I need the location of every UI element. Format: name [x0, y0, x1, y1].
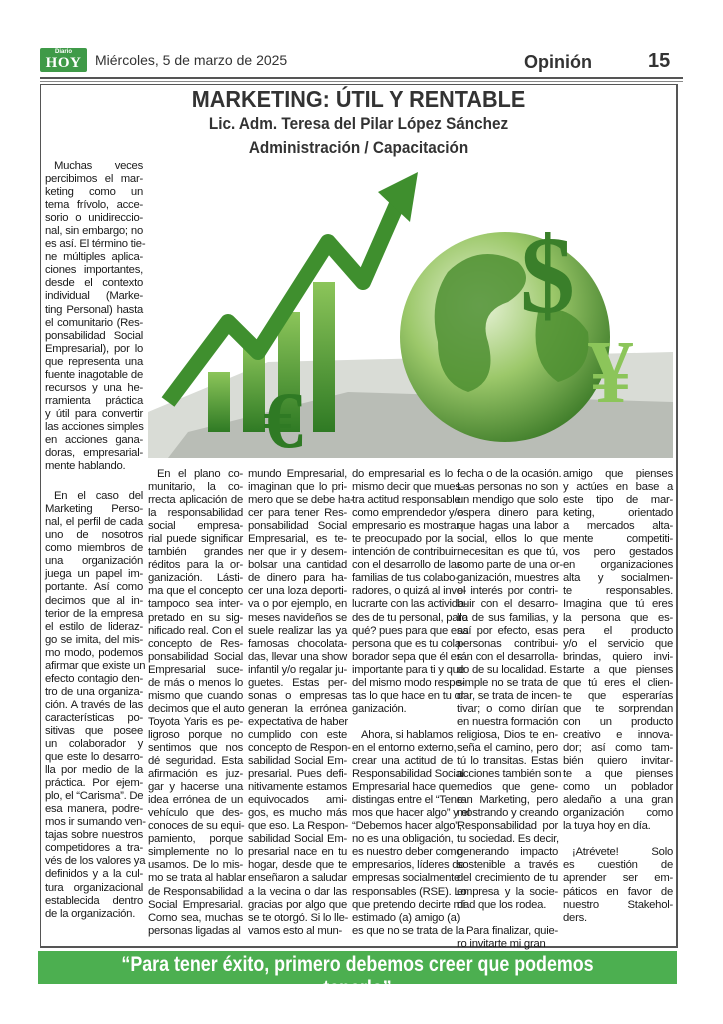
text-line: mos que hacer algo” y el: [352, 807, 470, 820]
text-line: ders.: [563, 911, 587, 924]
text-line: conoces de su equi-: [148, 820, 245, 833]
text-line: del crecimiento de tu: [457, 872, 558, 885]
text-line: usamos. De lo mis-: [148, 859, 243, 872]
text-line: pera el producto: [563, 624, 673, 637]
text-line: va o por ejemplo, en: [248, 598, 347, 611]
text-line: personas ligadas al: [148, 924, 241, 937]
text-line: expectativa de haber: [248, 715, 348, 728]
text-line: generan la errónea: [248, 702, 347, 715]
text-line: enseñaron a saludar: [248, 872, 347, 885]
text-line: sentimos que nos: [148, 741, 243, 754]
paragraph: [352, 468, 469, 716]
issue-date: Miércoles, 5 de marzo de 2025: [95, 52, 288, 68]
text-line: guetes. Estas per-: [248, 676, 347, 689]
text-line: ganización. Lásti-: [148, 572, 243, 585]
text-line: necesitan es que tú,: [457, 546, 558, 559]
text-line: te a que pienses: [563, 768, 673, 781]
text-line: que tú eres el clien-: [563, 676, 673, 689]
text-line: pamiento, porque: [148, 833, 243, 846]
text-line: con un producto: [563, 715, 673, 728]
text-line: seña el camino, pero: [457, 741, 558, 754]
paragraph: [148, 468, 246, 938]
text-line: sitivas que posee: [45, 724, 143, 737]
footer-quote: “Para tener éxito, primero debemos creer que podemos tenerlo”: [121, 953, 594, 1000]
article-author: Lic. Adm. Teresa del Pilar López Sánchez: [208, 114, 509, 133]
text-line: un colaborador y: [45, 738, 143, 751]
text-line: Toyota Yaris es pe-: [148, 715, 243, 728]
text-line: ponsabilidad Social: [45, 329, 143, 342]
text-line: una organización: [45, 555, 143, 568]
text-line: mismo que cuando: [148, 689, 243, 702]
text-line: en el entorno externo,: [352, 741, 457, 754]
text-line: mismo decir que mues-: [352, 481, 465, 494]
text-line: uno de nosotros: [45, 529, 143, 542]
text-line: la persona que es-: [563, 611, 673, 624]
text-line: do de su localidad. Es: [457, 663, 563, 676]
paragraph-gap: [563, 833, 673, 846]
text-line: medios que gene-: [457, 781, 558, 794]
text-line: sonas o empresas: [248, 689, 347, 702]
text-line: esa manera, podre-: [45, 803, 143, 816]
text-line: empresas socialmente: [352, 872, 461, 885]
text-line: como un poblador: [563, 781, 673, 794]
text-line: el comunitario (Res-: [45, 316, 143, 329]
text-line: te preocupado por la: [352, 533, 453, 546]
text-line: el interés por contri-: [457, 585, 558, 598]
text-line: que hagas una labor: [457, 520, 558, 533]
text-line: ro invitarte mi gran: [457, 937, 546, 950]
text-line: simple no se trata de: [457, 676, 558, 689]
paragraph: [563, 468, 673, 833]
text-line: Imagina que tú eres: [563, 598, 673, 611]
text-line: ganización, muestres: [457, 572, 559, 585]
text-line: que este lo desarro-: [45, 751, 143, 764]
text-line: de la organización.: [45, 907, 136, 920]
text-line: nitivamente estamos: [248, 781, 347, 794]
text-line: presarial nace en tu: [248, 846, 347, 859]
text-line: bolsar una cantidad: [248, 559, 347, 572]
dollar-symbol: $: [520, 214, 575, 336]
text-line: rrecta aplicación de: [148, 494, 243, 507]
paragraph: [563, 846, 673, 924]
text-line: juega un papel im-: [45, 568, 143, 581]
text-line: ponsabilidad Social: [148, 650, 243, 663]
text-line: terior de la empresa: [45, 607, 143, 620]
text-line: mos ir sumando ven-: [45, 816, 146, 829]
text-line: organización como: [563, 807, 673, 820]
text-line: mo se trata al hablar: [148, 872, 246, 885]
text-line: un mendigo que solo: [457, 494, 558, 507]
text-line: ¡Atrévete! Solo: [572, 846, 673, 859]
paragraph: [45, 490, 146, 921]
text-line: responsables (RSE). Lo: [352, 885, 467, 898]
text-line: mostrando y creando: [457, 807, 559, 820]
text-line: ne múltiples aplica-: [45, 251, 143, 264]
text-line: simplemente no lo: [148, 846, 243, 859]
text-line: gos, es mucho más: [248, 807, 347, 820]
text-line: Las personas no son: [457, 481, 558, 494]
text-line: rial puede significar: [148, 533, 243, 546]
text-line: en acciones gana-: [45, 433, 143, 446]
article-column: [45, 160, 146, 921]
text-line: empresa y la socie-: [457, 885, 558, 898]
text-line: páticos en favor de: [563, 885, 673, 898]
text-line: ner que ir y desem-: [248, 546, 347, 559]
text-line: aprender ser em-: [563, 872, 673, 885]
text-line: y actúes en base a: [563, 481, 673, 494]
text-line: es cuestión de: [563, 859, 673, 872]
text-line: del mismo modo respe-: [352, 676, 465, 689]
text-line: este tipo de mar-: [563, 494, 673, 507]
text-line: nificado real. Con el: [148, 624, 243, 637]
text-line: establecida dentro: [45, 894, 143, 907]
text-line: rramienta práctica: [45, 394, 143, 407]
text-line: amigo que pienses: [563, 468, 673, 480]
text-line: y/o el servicio que: [563, 637, 673, 650]
text-line: intención de contribuir: [352, 546, 457, 559]
text-line: no es una obligación,: [352, 833, 454, 846]
text-line: social empresa-: [148, 520, 243, 533]
text-line: individual (Marke-: [45, 290, 143, 303]
text-line: ciones importantes,: [45, 264, 143, 277]
logo-small-text: Diario: [54, 49, 72, 55]
text-line: mero que se debe ha-: [248, 494, 354, 507]
text-line: competidores a tra-: [45, 842, 143, 855]
text-line: lucrarte con las activida-: [352, 598, 468, 611]
text-line: portante. Así como: [45, 581, 143, 594]
text-line: nuestro Stakehol-: [563, 898, 673, 911]
text-line: creativo e innova-: [563, 728, 673, 741]
header-rule-thin: [40, 81, 683, 82]
text-line: ma que el concepto: [148, 585, 243, 598]
text-line: sorio o unidireccio-: [45, 212, 143, 225]
text-line: espera dinero para: [457, 507, 558, 520]
text-line: sabilidad Social Em-: [248, 755, 347, 768]
text-line: te que esperarías: [563, 689, 673, 702]
text-line: de Responsabilidad: [148, 885, 243, 898]
text-line: mente competiti-: [563, 533, 673, 546]
text-line: “Debemos hacer algo”,: [352, 820, 462, 833]
text-line: ponsabilidad Social: [248, 520, 347, 533]
paragraph-gap: [352, 716, 453, 729]
paragraph: [457, 468, 563, 912]
text-line: cer para tener Res-: [248, 507, 347, 520]
text-line: tra actitud responsable: [352, 494, 461, 507]
text-line: persona que es tu cola-: [352, 637, 465, 650]
text-line: hogar, desde que te: [248, 859, 347, 872]
text-line: afirmación es juz-: [148, 768, 243, 781]
text-line: a la vecina o dar las: [248, 885, 347, 898]
text-line: efecto contagio den-: [45, 672, 143, 685]
text-line: radores, o quizá al invo-: [352, 585, 467, 598]
text-line: que te sorprendan: [563, 702, 673, 715]
text-line: distingas entre el “Tene-: [352, 794, 467, 807]
text-line: en organizaciones: [563, 559, 673, 572]
text-line: suele realizar las ya: [248, 624, 347, 637]
article-column: [148, 468, 246, 938]
text-line: en nuestra formación: [457, 715, 559, 728]
text-line: gar y hacerse una: [148, 781, 243, 794]
text-line: Empresarial, es te-: [248, 533, 347, 546]
text-line: tema frívolo, acce-: [45, 199, 143, 212]
text-line: sostenible a través: [457, 859, 558, 872]
text-line: la tuya hoy en día.: [563, 820, 651, 833]
text-line: plo, el “Carisma”. De: [45, 790, 144, 803]
article-column: [248, 468, 354, 938]
text-line: percibimos el mar-: [45, 173, 143, 186]
text-line: aledaño a una gran: [563, 794, 673, 807]
text-line: En el caso del: [54, 490, 143, 503]
paragraph: [45, 160, 146, 473]
header-rule: [40, 77, 683, 79]
text-line: empresarios, líderes de: [352, 859, 465, 872]
text-line: acciones también son: [457, 768, 562, 781]
text-line: decimos que el auto: [148, 702, 245, 715]
text-line: das, llevar una show: [248, 650, 347, 663]
text-line: como parte de una or-: [457, 559, 563, 572]
text-line: ran Marketing, pero: [457, 794, 558, 807]
text-line: como miembros de: [45, 542, 143, 555]
text-line: En el plano co-: [157, 468, 243, 480]
text-line: bién quiero invitar-: [563, 755, 673, 768]
text-line: do empresarial es lo: [352, 468, 453, 480]
text-line: ting Personal) hasta: [45, 303, 143, 316]
text-line: importante para ti y que: [352, 663, 465, 676]
text-line: vés de los valores ya: [45, 855, 146, 868]
text-line: recursos y una he-: [45, 381, 143, 394]
text-line: lla por medio de la: [45, 764, 143, 777]
text-line: cer una loza deporti-: [248, 585, 347, 598]
text-line: vehículo que des-: [148, 807, 243, 820]
text-line: tajas sobre nuestros: [45, 829, 143, 842]
text-line: y útil para convertir: [45, 407, 143, 420]
article-column: [457, 468, 563, 951]
text-line: qué? pues para que esa: [352, 624, 469, 637]
text-line: nal, sin embargo; no: [45, 225, 143, 238]
text-line: Ahora, si hablamos: [361, 728, 454, 741]
text-line: personas contribui-: [457, 637, 558, 650]
text-line: tas lo que hace en tu or-: [352, 689, 468, 702]
text-line: que eso. La Respon-: [248, 820, 349, 833]
text-line: que pretendo decirte mi: [352, 898, 465, 911]
text-line: ganización.: [352, 702, 407, 715]
article-column: [352, 468, 470, 938]
text-line: religiosa, Dios te en-: [457, 728, 558, 741]
paragraph-gap: [45, 473, 143, 490]
text-line: afirmar que existe un: [45, 659, 146, 672]
text-line: se te otorgó. Si lo lle-: [248, 911, 349, 924]
author-department: Administración / Capacitación: [248, 138, 469, 157]
text-line: keting como un: [45, 186, 143, 199]
text-line: la responsabilidad: [148, 507, 243, 520]
text-line: tú lo transitas. Estas: [457, 755, 558, 768]
text-line: tro de una organiza-: [45, 685, 143, 698]
text-line: práctica. Por ejem-: [45, 777, 143, 790]
text-line: Como sea, muchas: [148, 911, 243, 924]
paragraph-gap: [457, 912, 558, 925]
text-line: borador sepa que él es: [352, 650, 463, 663]
paragraph: [457, 925, 558, 951]
text-line: dar, se trata de incen-: [457, 689, 561, 702]
text-line: es que no se trata de la: [352, 924, 465, 937]
text-line: infantil y/o regalar ju-: [248, 663, 347, 676]
text-line: de más o menos lo: [148, 676, 243, 689]
text-line: dor; así como tam-: [563, 741, 673, 754]
text-line: mo modo, podemos: [45, 646, 143, 659]
text-line: es nuestro deber como: [352, 846, 463, 859]
text-line: generando impacto: [457, 846, 558, 859]
text-line: tu sociedad. Es decir,: [457, 833, 559, 846]
text-line: famosas chocolata-: [248, 637, 347, 650]
text-line: munitario, la co-: [148, 481, 243, 494]
text-line: Empresarial suce-: [148, 663, 243, 676]
text-line: sabilidad Social Em-: [248, 833, 347, 846]
text-line: las acciones simples: [45, 420, 144, 433]
article-column: [563, 468, 673, 925]
text-line: características po-: [45, 711, 143, 724]
text-line: vamos esto al mun-: [248, 924, 343, 937]
yen-symbol: ¥: [588, 323, 633, 422]
text-line: te responsables.: [563, 585, 673, 598]
text-line: así por efecto, esas: [457, 624, 558, 637]
text-line: imaginan que lo pri-: [248, 481, 347, 494]
text-line: tarte a que pienses: [563, 663, 673, 676]
text-line: concepto de Res-: [148, 637, 243, 650]
text-line: alta y socialmen-: [563, 572, 673, 585]
text-line: es así. El término tie-: [45, 238, 146, 251]
text-line: meses navideños se: [248, 611, 347, 624]
text-line: empresario es mostrar-: [352, 520, 464, 533]
text-line: keting, orientado: [563, 507, 673, 520]
text-line: desde el contexto: [45, 277, 143, 290]
text-line: rán con el desarrolla-: [457, 650, 558, 663]
text-line: brindas, quiero invi-: [563, 650, 673, 663]
text-line: presarial. Pues defi-: [248, 768, 347, 781]
text-line: réditos para la or-: [148, 559, 243, 572]
text-line: equivocados ami-: [248, 794, 347, 807]
text-line: crear una actitud de: [352, 755, 453, 768]
text-line: idea errónea de un: [148, 794, 243, 807]
text-line: mundo Empresarial,: [248, 468, 347, 480]
text-line: cumplido con este: [248, 728, 347, 741]
paragraph: [352, 728, 470, 938]
text-line: que representa una: [45, 355, 143, 368]
text-line: vos pero gestados: [563, 546, 673, 559]
text-line: estimado (a) amigo (a): [352, 911, 461, 924]
text-line: nal, el perfil de cada: [45, 516, 143, 529]
text-line: doras, empresarial-: [45, 447, 143, 460]
page-number: 15: [648, 50, 671, 72]
text-line: tivar; o como dirían: [457, 702, 558, 715]
text-line: Muchas veces: [54, 160, 143, 172]
section-name: Opinión: [524, 52, 592, 72]
text-line: gracias por algo que: [248, 898, 347, 911]
logo-main-text: HOY: [45, 55, 82, 71]
text-line: con el desarrollo de las: [352, 559, 463, 572]
text-line: ligroso porque no: [148, 728, 243, 741]
text-line: pretado en su sig-: [148, 611, 243, 624]
text-line: definidos y a la cul-: [45, 868, 143, 881]
text-line: go se imita, del mis-: [45, 633, 143, 646]
text-line: fecha o de la ocasión.: [457, 468, 562, 480]
text-line: buir con el desarro-: [457, 598, 558, 611]
text-line: dé seguridad. Esta: [148, 755, 243, 768]
text-line: también grandes: [148, 546, 243, 559]
text-line: social, ellos lo que: [457, 533, 558, 546]
text-line: fuente inagotable de: [45, 368, 143, 381]
text-line: de dinero para ha-: [248, 572, 347, 585]
text-line: ción. A través de las: [45, 698, 143, 711]
text-line: concepto de Respon-: [248, 741, 351, 754]
text-line: mente hablando.: [45, 460, 126, 473]
text-line: el estilo de lideraz-: [45, 620, 143, 633]
text-line: Marketing Perso-: [45, 503, 143, 516]
text-line: a mercados alta-: [563, 520, 673, 533]
text-line: des de tu personal, para: [352, 611, 468, 624]
paragraph: [248, 468, 354, 938]
text-line: Social Empresarial.: [148, 898, 243, 911]
article-title: MARKETING: ÚTIL Y RENTABLE: [191, 86, 526, 112]
newspaper-logo: [40, 48, 87, 72]
text-line: tampoco sea inter-: [148, 598, 243, 611]
marketing-globe-illustration: [148, 162, 673, 458]
text-line: llo de sus familias, y: [457, 611, 558, 624]
text-line: Empresarial hace que: [352, 781, 457, 794]
text-line: decimos que al in-: [45, 594, 143, 607]
text-line: Responsabilidad por: [457, 820, 558, 833]
euro-symbol: €: [263, 377, 303, 458]
text-line: familias de tus colabo-: [352, 572, 459, 585]
text-line: como emprendedor y/o: [352, 507, 464, 520]
text-line: Responsabilidad Social: [352, 768, 464, 781]
text-line: Para finalizar, quie-: [466, 924, 558, 937]
text-line: tura organizacional: [45, 881, 143, 894]
text-line: Empresarial), por lo: [45, 342, 143, 355]
text-line: dad que los rodea.: [457, 898, 547, 911]
